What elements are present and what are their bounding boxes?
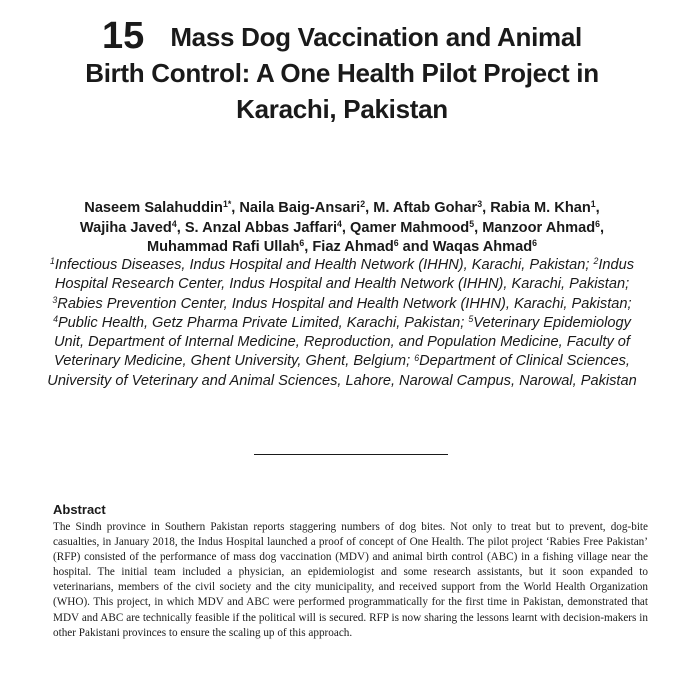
- affiliation: $^4$Public Health, Getz Pharma Private Limited, Karachi, Pakistan;: [53, 314, 469, 331]
- author: S. Anzal Abbas Jaffari$^4$,: [184, 218, 350, 236]
- author: Naila Baig-Ansari$^2$,: [239, 199, 374, 216]
- author: Manzoor Ahmad$^6$,: [482, 218, 605, 236]
- affiliation: $^1$Infectious Diseases, Indus Hospital and Health Network (IHHN), Karachi, Pakistan;: [49, 256, 594, 273]
- chapter-title-line-2: Birth Control: A One Health Pilot Project in: [85, 58, 599, 88]
- affiliation: $^5$Veterinary Epidemiology Unit, Department of Internal Medicine, Reproduction, and Population Medicine, Faculty of Veterinary Medicine, Ghent University, Ghent, Belgium;: [54, 314, 631, 370]
- author: Wajiha Javed$^4$,: [79, 218, 185, 236]
- abstract-body: The Sindh province in Southern Pakistan reports staggering numbers of dog bites. Not only to treat but to prevent, dog-bite casualties, in January 2018, the Indus Hospital launched a proof of concept of One Health. The pilot project ‘Rabies Free Pakistan’ (RFP) consisted of the performance of mass dog vaccination (MDV) and animal birth control (ABC) in a fishing village near the hospital. The initial team included a physician, an epidemiologist and some research assistants, but it soon expanded to veterinarians, members of the civil society and the city municipality, and received support from the World Health Organization (WHO). This project, in which MDV and ABC were performed programmatically for the first time in Pakistan, demonstrated that MDV and ABC are technically feasible if the political will is secured. RFP is now sharing the lessons learnt with decision-makers in other Pakistani provinces to ensure the scaling up of this approach.: [53, 521, 648, 639]
- author: Rabia M. Khan$^1$,: [490, 199, 600, 216]
- author: Naseem Salahuddin$^{1*}$,: [84, 199, 240, 216]
- author-list: [40, 199, 644, 258]
- chapter-title-line-3: Karachi, Pakistan: [236, 94, 448, 124]
- section-divider: [254, 454, 448, 455]
- chapter-title-text: Mass Dog Vaccination and Animal: [170, 22, 582, 52]
- affiliation: $^6$Department of Clinical Sciences, University of Veterinary and Animal Sciences, Lahore, Narowal Campus, Narowal, Pakistan: [47, 352, 637, 389]
- author: Fiaz Ahmad$^6$ and: [312, 238, 433, 255]
- abstract-heading: Abstract: [53, 502, 106, 517]
- affiliation: $^3$Rabies Prevention Center, Indus Hospital and Health Network (IHHN), Karachi, Pakistan;: [52, 294, 632, 312]
- chapter-heading: [0, 15, 684, 127]
- author: M. Aftab Gohar$^3$,: [373, 199, 491, 216]
- affiliation: $^2$Indus Hospital Research Center, Indus Hospital and Health Network (IHHN), Karachi, Pakistan;: [54, 256, 635, 293]
- author: Qamer Mahmood$^5$,: [350, 218, 483, 236]
- chapter-number: 15: [102, 15, 145, 57]
- author: Muhammad Rafi Ullah$^6$,: [146, 238, 313, 255]
- affiliation-list: [40, 256, 644, 391]
- chapter-title-line-1: [0, 15, 684, 57]
- author: Waqas Ahmad$^6$: [432, 238, 538, 255]
